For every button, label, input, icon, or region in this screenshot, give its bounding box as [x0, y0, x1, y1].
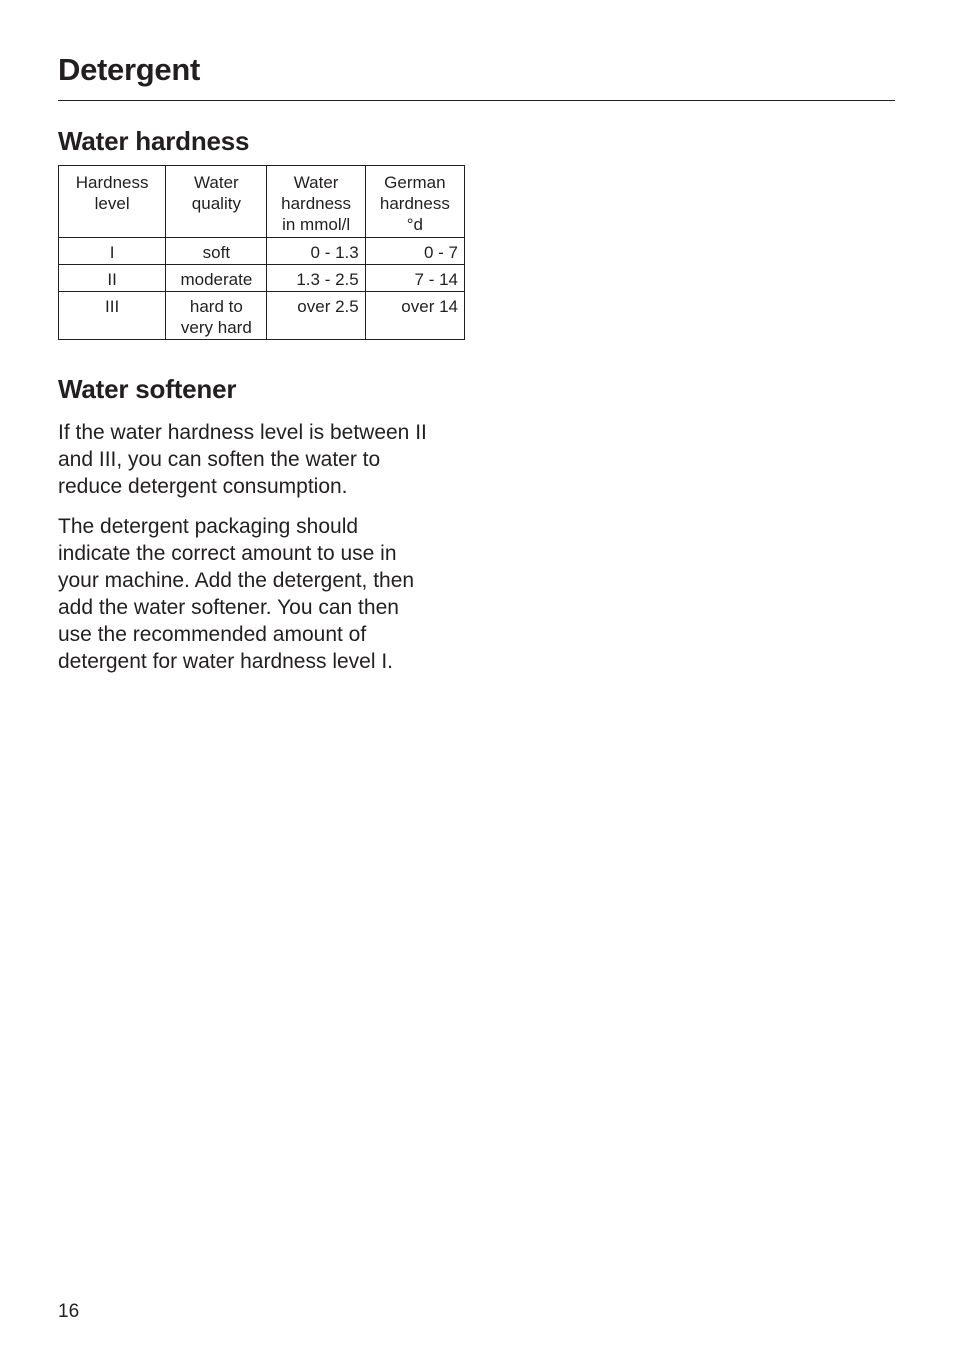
cell-water-quality: moderate [166, 265, 267, 292]
cell-hardness-level: II [59, 265, 166, 292]
softener-paragraph-1: If the water hardness level is between II and III, you can soften the water to reduce detergent consumption. [58, 421, 427, 498]
water-hardness-heading: Water hardness [58, 126, 250, 156]
table-row [59, 238, 465, 265]
cell-german-degrees: 7 - 14 [365, 265, 464, 292]
header-water-hardness-mmol: Water hardness in mmol/l [267, 166, 365, 238]
cell-water-quality: soft [166, 238, 267, 265]
header-hardness-level: Hardness level [59, 166, 166, 238]
table-row [59, 265, 465, 292]
cell-mmol: 0 - 1.3 [267, 238, 365, 265]
header-water-quality: Water quality [166, 166, 267, 238]
table-header-row [59, 166, 465, 238]
softener-paragraph-2: The detergent packaging should indicate the correct amount to use in your machine. Add the detergent, then add the water softener. You can then use the recommended amount of detergent for water hardness level I. [58, 515, 415, 673]
page-title: Detergent [58, 52, 200, 87]
cell-german-degrees: 0 - 7 [365, 238, 464, 265]
header-german-hardness: German hardness °d [365, 166, 464, 238]
cell-mmol: over 2.5 [267, 292, 365, 340]
table-row [59, 292, 465, 340]
cell-water-quality: hard to very hard [166, 292, 267, 340]
page-number: 16 [58, 1301, 80, 1322]
cell-hardness-level: I [59, 238, 166, 265]
cell-hardness-level: III [59, 292, 166, 340]
water-softener-heading: Water softener [58, 374, 237, 404]
cell-mmol: 1.3 - 2.5 [267, 265, 365, 292]
cell-german-degrees: over 14 [365, 292, 464, 340]
water-hardness-table [58, 165, 465, 340]
title-divider [58, 100, 895, 101]
